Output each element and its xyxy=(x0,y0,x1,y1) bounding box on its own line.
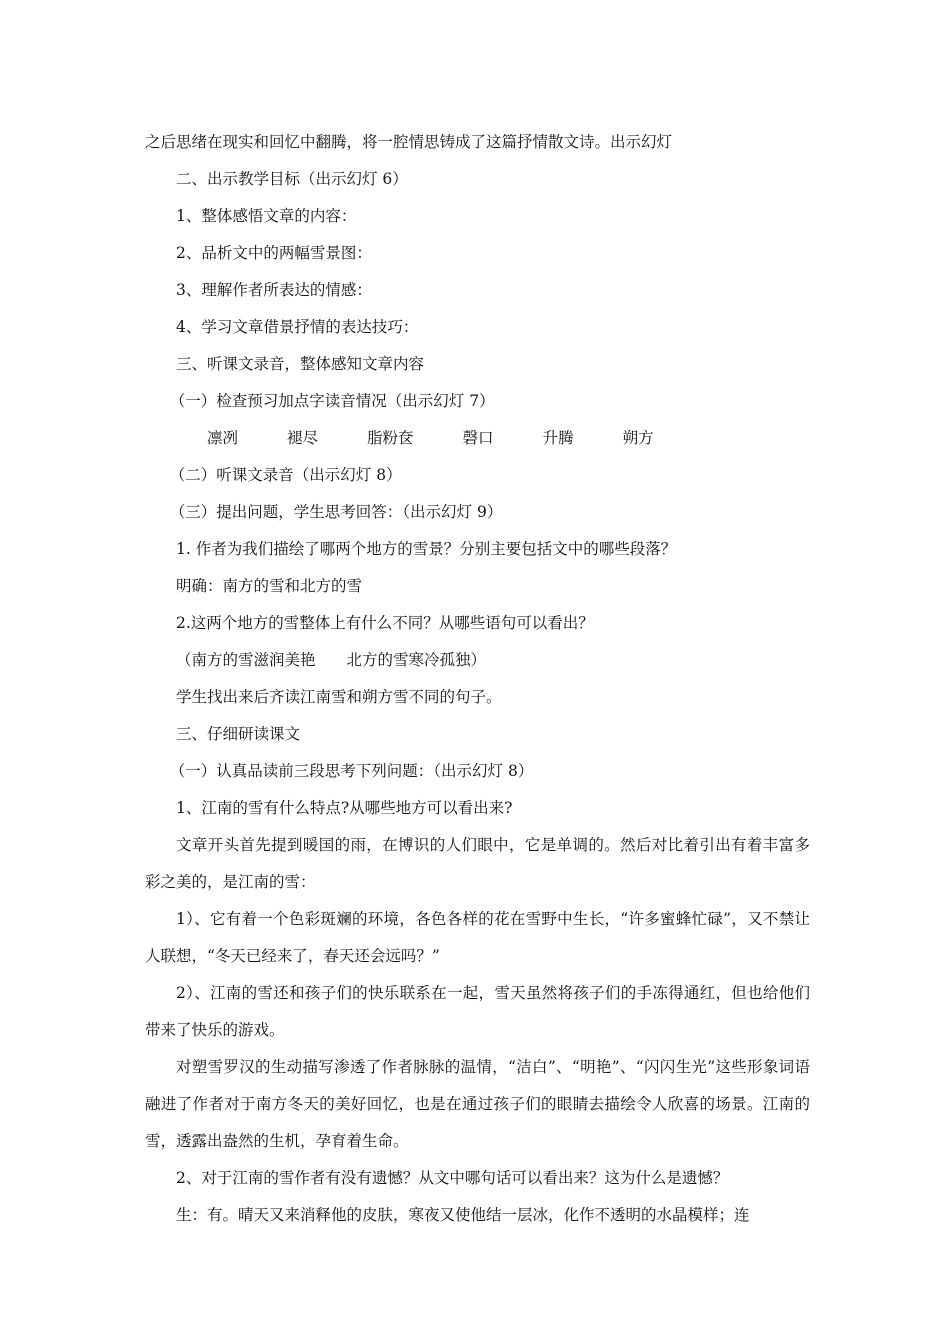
vocab-word: 凛冽 xyxy=(207,429,239,447)
question-line: 1. 作者为我们描绘了哪两个地方的雪景？分别主要包括文中的哪些段落？ xyxy=(176,540,677,558)
question-line: 2、对于江南的雪作者有没有遗憾？从文中哪句话可以看出来？这为什么是遗憾？ xyxy=(176,1169,729,1187)
answer-line: （南方的雪滋润美艳 北方的雪寒冷孤独） xyxy=(176,651,487,669)
vocab-line xyxy=(145,420,810,457)
section-heading: 三、听课文录音，整体感知文章内容 xyxy=(176,355,425,373)
body-paragraph: 1）、它有着一个色彩斑斓的环境，各色各样的花在雪野中生长，“许多蜜蜂忙碌”，又不禁让人联想，“冬天已经来了，春天还会远吗？” xyxy=(145,910,810,965)
vocab-word: 升腾 xyxy=(542,429,574,447)
body-paragraph: 文章开头首先提到暖国的雨，在博识的人们眼中，它是单调的。然后对比着引出有着丰富多彩之美的，是江南的雪： xyxy=(145,836,810,891)
subsection-heading: （一）认真品读前三段思考下列问题：（出示幻灯 8） xyxy=(169,762,534,780)
question-line: 2.这两个地方的雪整体上有什么不同？从哪些语句可以看出？ xyxy=(176,614,594,632)
vocab-word: 褪尽 xyxy=(287,429,319,447)
vocab-word: 脂粉奁 xyxy=(367,429,414,447)
question-line: 1、江南的雪有什么特点?从哪些地方可以看出来? xyxy=(176,799,513,817)
text-line: 之后思绪在现实和回忆中翻腾，将一腔情思铸成了这篇抒情散文诗。出示幻灯 xyxy=(145,133,673,151)
answer-line: 明确：南方的雪和北方的雪 xyxy=(176,577,363,595)
list-item: 3、理解作者所表达的情感： xyxy=(176,281,372,299)
vocab-word: 朔方 xyxy=(622,429,654,447)
list-item: 1、整体感悟文章的内容： xyxy=(176,207,357,225)
subsection-heading: （二）听课文录音（出示幻灯 8） xyxy=(169,466,402,484)
list-item: 4、学习文章借景抒情的表达技巧： xyxy=(176,318,419,336)
text-line: 学生找出来后齐读江南雪和朔方雪不同的句子。 xyxy=(176,688,502,706)
body-paragraph: 对塑雪罗汉的生动描写渗透了作者脉脉的温情，“洁白”、“明艳”、“闪闪生光”这些形象词语融进了作者对于南方冬天的美好回忆，也是在通过孩子们的眼睛去描绘令人欣喜的场景。江南的雪，透露出盎然的生机，孕育着生命。 xyxy=(145,1058,810,1150)
section-heading: 三、仔细研读课文 xyxy=(176,725,301,743)
answer-line: 生：有。晴天又来消释他的皮肤，寒夜又使他结一层冰，化作不透明的水晶模样；连 xyxy=(176,1206,750,1224)
list-item: 2、品析文中的两幅雪景图： xyxy=(176,244,372,262)
subsection-heading: （三）提出问题，学生思考回答：（出示幻灯 9） xyxy=(169,503,503,521)
subsection-heading: （一）检查预习加点字读音情况（出示幻灯 7） xyxy=(169,392,495,410)
document-body xyxy=(145,124,810,1234)
body-paragraph: 2）、江南的雪还和孩子们的快乐联系在一起，雪天虽然将孩子们的手冻得通红，但也给他们带来了快乐的游戏。 xyxy=(145,984,810,1039)
section-heading: 二、出示教学目标（出示幻灯 6） xyxy=(176,170,408,188)
vocab-word: 磬口 xyxy=(462,429,494,447)
